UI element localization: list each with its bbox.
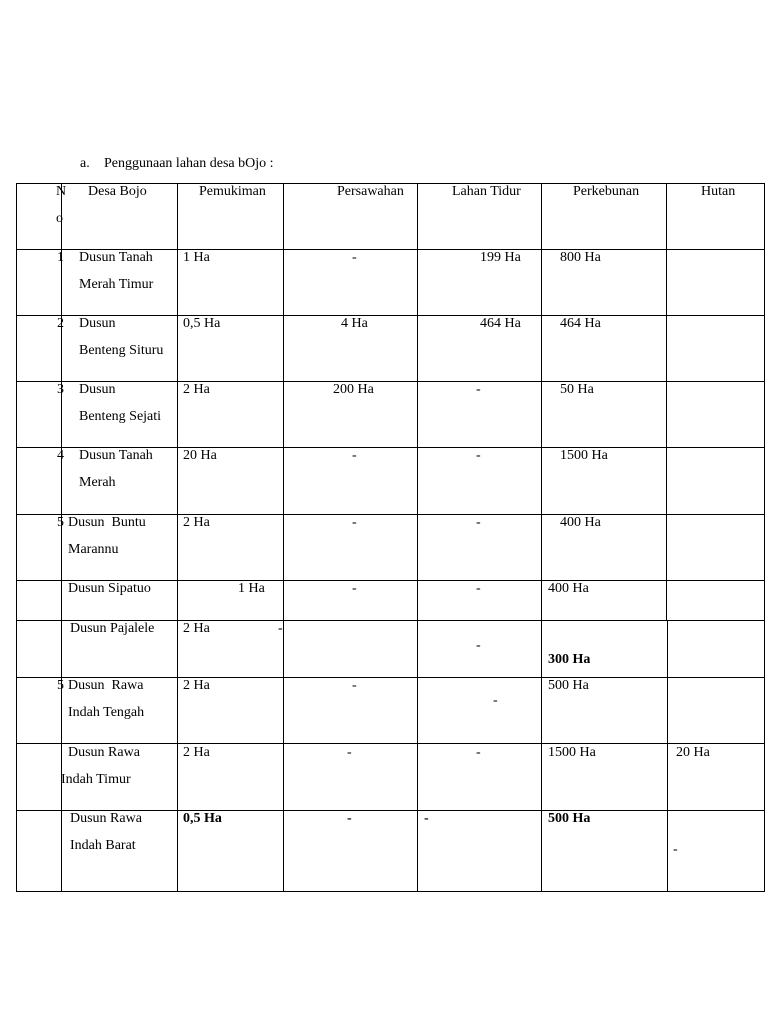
row-desa-line: Dusun Tanah	[79, 250, 153, 265]
row-lahan-tidur: -	[476, 638, 481, 653]
table-rule	[16, 183, 17, 892]
row-desa	[79, 245, 153, 298]
row-persawahan: -	[352, 515, 357, 530]
row-pemukiman: 2 Ha	[183, 678, 210, 693]
header-no	[56, 179, 66, 232]
row-pemukiman: 2 Ha	[183, 745, 210, 760]
row-persawahan: -	[352, 678, 357, 693]
row-desa	[68, 673, 144, 726]
row-hutan: -	[673, 842, 678, 857]
row-pemukiman: 2 Ha	[183, 382, 210, 397]
table-rule	[667, 620, 668, 892]
row-desa-line: Dusun Buntu	[68, 515, 146, 530]
table-rule	[16, 891, 765, 892]
row-desa-line: Benteng Sejati	[79, 408, 162, 424]
table-rule	[417, 183, 418, 892]
row-no: 4	[57, 448, 64, 463]
row-perkebunan: 500 Ha	[548, 811, 591, 826]
row-perkebunan: 800 Ha	[560, 250, 601, 265]
header-persawahan: Persawahan	[337, 184, 404, 199]
row-persawahan: 4 Ha	[341, 316, 368, 331]
row-perkebunan: 400 Ha	[548, 581, 589, 596]
row-pemukiman: 0,5 Ha	[183, 316, 221, 331]
table-rule	[177, 183, 178, 892]
row-persawahan: -	[352, 448, 357, 463]
row-lahan-tidur: 199 Ha	[480, 250, 521, 265]
table-rule	[666, 183, 667, 621]
header-no-line: o	[56, 210, 63, 226]
row-desa-line: Merah	[79, 474, 116, 490]
row-perkebunan: 400 Ha	[560, 515, 601, 530]
row-no: 1	[57, 250, 64, 265]
table-rule	[541, 183, 542, 892]
row-desa-line: Benteng Situru	[79, 342, 164, 358]
row-perkebunan: 1500 Ha	[560, 448, 608, 463]
row-desa	[68, 576, 151, 603]
row-pemukiman: 2 Ha	[183, 515, 210, 530]
row-perkebunan: 300 Ha	[548, 652, 591, 667]
row-desa	[61, 740, 140, 793]
row-pemukiman: 1 Ha	[238, 581, 265, 596]
row-desa-line: Dusun Tanah	[79, 448, 153, 463]
row-lahan-tidur: 464 Ha	[480, 316, 521, 331]
row-desa-line: Merah Timur	[79, 276, 154, 292]
row-hutan: 20 Ha	[676, 745, 710, 760]
row-desa	[79, 377, 161, 430]
row-pemukiman-dash: -	[278, 621, 283, 636]
row-desa-line: Dusun Rawa	[68, 678, 144, 693]
row-desa-line: Indah Timur	[61, 771, 131, 787]
header-no-line: N	[56, 184, 67, 199]
row-desa	[68, 510, 146, 563]
row-desa	[70, 806, 142, 859]
row-persawahan: -	[347, 745, 352, 760]
list-marker: a.	[80, 156, 90, 171]
row-desa-line: Dusun	[79, 382, 116, 397]
row-no: 3	[57, 382, 64, 397]
row-no: 5	[57, 678, 64, 693]
row-lahan-tidur: -	[476, 581, 481, 596]
row-perkebunan: 500 Ha	[548, 678, 589, 693]
row-lahan-tidur: -	[476, 382, 481, 397]
row-desa-line: Dusun Sipatuo	[68, 581, 151, 596]
row-persawahan: -	[352, 581, 357, 596]
header-lahan-tidur: Lahan Tidur	[452, 184, 521, 199]
row-pemukiman: 2 Ha	[183, 621, 210, 636]
row-no: 5	[57, 515, 64, 530]
header-pemukiman: Pemukiman	[199, 184, 266, 199]
row-perkebunan: 464 Ha	[560, 316, 601, 331]
header-desa: Desa Bojo	[88, 184, 147, 199]
row-perkebunan: 1500 Ha	[548, 745, 596, 760]
row-desa-line: Dusun Rawa	[68, 745, 140, 760]
row-pemukiman: 20 Ha	[183, 448, 217, 463]
row-desa-line: Marannu	[68, 541, 119, 557]
row-desa-line: Dusun Pajalele	[70, 621, 155, 636]
header-perkebunan: Perkebunan	[573, 184, 640, 199]
heading-text: Penggunaan lahan desa bOjo :	[104, 156, 274, 171]
row-no: 2	[57, 316, 64, 331]
row-desa-line: Dusun Rawa	[70, 811, 142, 826]
row-desa	[79, 311, 163, 364]
row-desa	[70, 616, 154, 643]
row-desa-line: Indah Barat	[70, 837, 136, 853]
row-lahan-tidur: -	[493, 693, 498, 708]
row-pemukiman: 1 Ha	[183, 250, 210, 265]
table-rule	[283, 183, 284, 892]
row-pemukiman: 0,5 Ha	[183, 811, 222, 826]
row-perkebunan: 50 Ha	[560, 382, 594, 397]
row-lahan-tidur: -	[476, 448, 481, 463]
row-persawahan: -	[347, 811, 352, 826]
row-desa-line: Dusun	[79, 316, 116, 331]
table-rule	[764, 183, 765, 892]
row-persawahan: 200 Ha	[333, 382, 374, 397]
row-lahan-tidur: -	[476, 745, 481, 760]
row-persawahan: -	[352, 250, 357, 265]
row-desa-line: Indah Tengah	[68, 704, 145, 720]
row-lahan-tidur: -	[424, 811, 429, 826]
row-lahan-tidur: -	[476, 515, 481, 530]
header-hutan: Hutan	[701, 184, 736, 199]
row-desa	[79, 443, 153, 496]
